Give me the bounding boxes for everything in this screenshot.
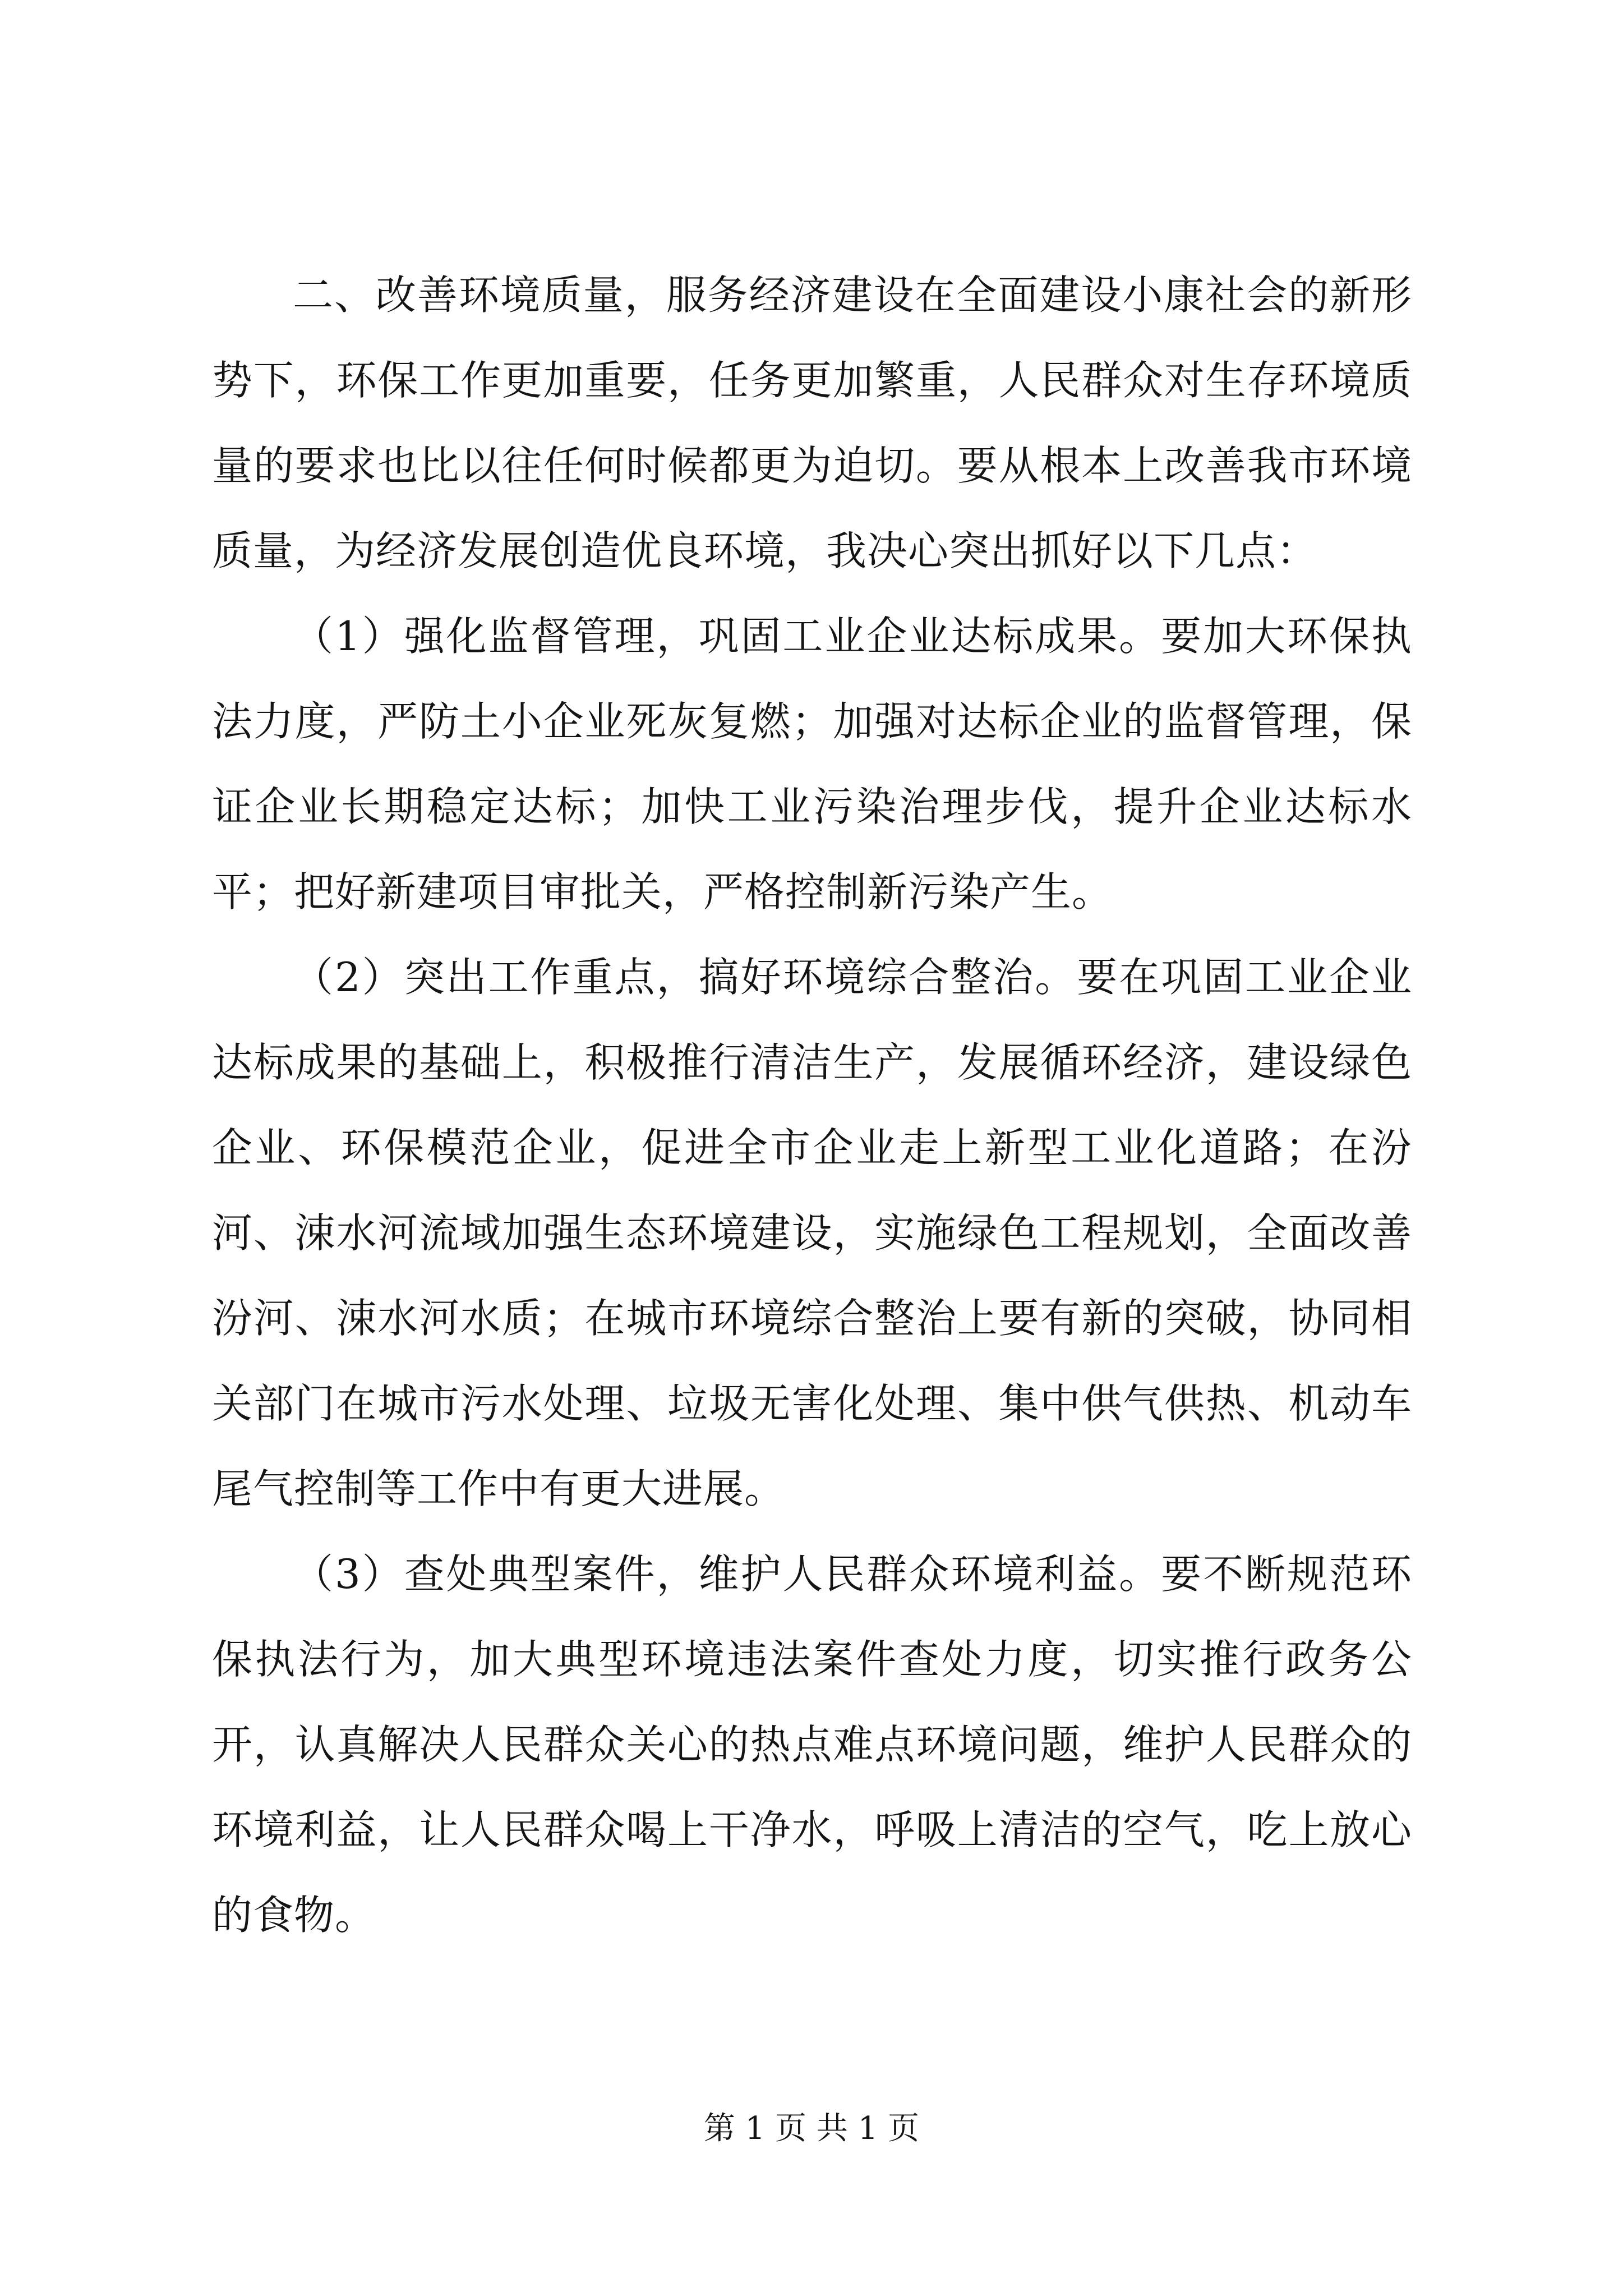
page-number-footer: 第 1 页 共 1 页 [703, 2110, 920, 2147]
document-body [212, 252, 1412, 1958]
paragraph-item-2: （2）突出工作重点，搞好环境综合整治。要在巩固工业企业达标成果的基础上，积极推行清洁生产，发展循环经济，建设绿色企业、环保模范企业，促进全市企业走上新型工业化道路；在汾河、涑水河流域加强生态环境建设，实施绿色工程规划，全面改善汾河、涑水河水质；在城市环境综合整治上要有新的突破，协同相关部门在城市污水处理、垃圾无害化处理、集中供气供热、机动车尾气控制等工作中有更大进展。 [212, 954, 1412, 1512]
paragraph-item-3: （3）查处典型案件，维护人民群众环境利益。要不断规范环保执法行为，加大典型环境违法案件查处力度，切实推行政务公开，认真解决人民群众关心的热点难点环境问题，维护人民群众的环境利益，让人民群众喝上干净水，呼吸上清洁的空气，吃上放心的食物。 [212, 1550, 1412, 1939]
paragraph-section-two: 二、改善环境质量，服务经济建设在全面建设小康社会的新形势下，环保工作更加重要，任务更加繁重，人民群众对生存环境质量的要求也比以往任何时候都更为迫切。要从根本上改善我市环境质量，为经济发展创造优良环境，我决心突出抓好以下几点： [212, 272, 1412, 574]
paragraph-item-1: （1）强化监督管理，巩固工业企业达标成果。要加大环保执法力度，严防土小企业死灰复燃；加强对达标企业的监督管理，保证企业长期稳定达标；加快工业污染治理步伐，提升企业达标水平；把好新建项目审批关，严格控制新污染产生。 [212, 613, 1412, 915]
